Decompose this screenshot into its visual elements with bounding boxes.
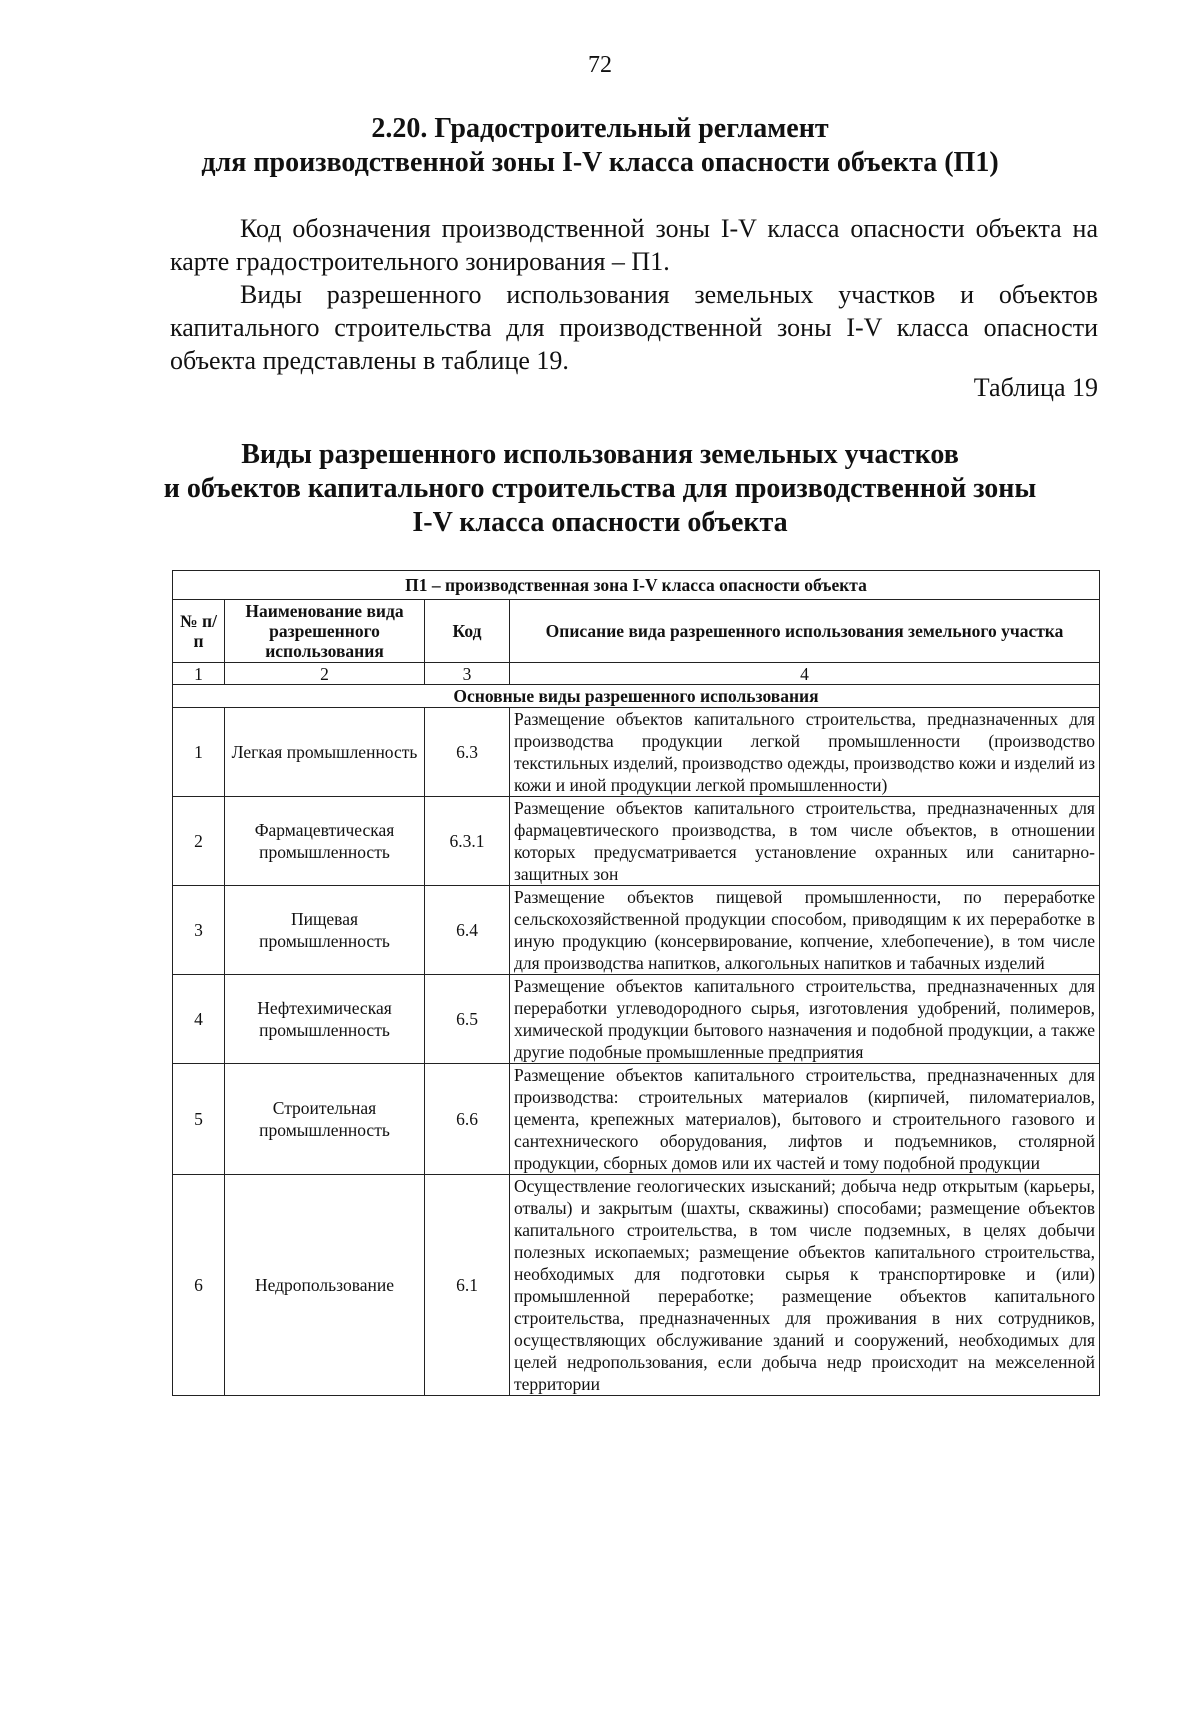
row-number: 3 xyxy=(173,886,225,975)
row-description: Размещение объектов капитального строительства, предназначенных для фармацевтического производства, в том числе объектов, в отношении которых предусматривается установление охранных или санитарно-защитных зон xyxy=(510,797,1100,886)
column-index: 3 xyxy=(425,663,510,685)
row-description: Размещение объектов капитального строительства, предназначенных для переработки углеводородного сырья, изготовления удобрений, полимеров, химической продукции бытового назначения и подобной продукции, а также другие подобные промышленные предприятия xyxy=(510,975,1100,1064)
row-description: Размещение объектов капитального строительства, предназначенных для производства: строительных материалов (кирпичей, пиломатериалов, цемента, крепежных материалов), бытового и строительного газового и сантехнического оборудования, лифтов и подъемников, столярной продукции, сборных домов или их частей и тому подобной продукции xyxy=(510,1064,1100,1175)
row-number: 1 xyxy=(173,708,225,797)
table-row xyxy=(173,708,1100,797)
table-caption: Таблица 19 xyxy=(973,373,1098,402)
zone-header-row xyxy=(173,571,1100,600)
row-use-name: Легкая промышленность xyxy=(225,708,425,797)
column-index: 1 xyxy=(173,663,225,685)
group-header: Основные виды разрешенного использования xyxy=(173,685,1100,708)
row-code: 6.4 xyxy=(425,886,510,975)
table-title xyxy=(0,438,1200,540)
row-use-name: Строительная промышленность xyxy=(225,1064,425,1175)
row-description: Размещение объектов капитального строительства, предназначенных для производства продукции легкой промышленности (производство текстильных изделий, производство одежды, производство кожи и изделий из кожи и иной продукции легкой промышленности) xyxy=(510,708,1100,797)
column-index-row xyxy=(173,663,1100,685)
column-header-code: Код xyxy=(425,600,510,663)
section-title-line: для производственной зоны I-V класса опасности объекта (П1) xyxy=(201,147,999,178)
page-number: 72 xyxy=(588,52,612,78)
table-title-line: Виды разрешенного использования земельных участков xyxy=(241,439,959,470)
table-row xyxy=(173,1175,1100,1396)
column-header-row xyxy=(173,600,1100,663)
paragraph-zone-code: Код обозначения производственной зоны I-V класса опасности объекта на карте градостроительного зонирования – П1. xyxy=(170,214,1098,276)
column-header-name: Наименование вида разрешенного использования xyxy=(225,600,425,663)
column-index: 4 xyxy=(510,663,1100,685)
column-header-num: № п/п xyxy=(173,600,225,663)
row-code: 6.5 xyxy=(425,975,510,1064)
table-row xyxy=(173,886,1100,975)
row-use-name: Нефтехимическая промышленность xyxy=(225,975,425,1064)
section-title-line: 2.20. Градостроительный регламент xyxy=(371,113,829,144)
row-number: 5 xyxy=(173,1064,225,1175)
row-code: 6.3 xyxy=(425,708,510,797)
group-header-row xyxy=(173,685,1100,708)
row-number: 4 xyxy=(173,975,225,1064)
row-description: Осуществление геологических изысканий; добыча недр открытым (карьеры, отвалы) и закрытым (шахты, скважины) способами; размещение объектов капитального строительства, в том числе подземных, в целях добычи полезных ископаемых; размещение объектов капитального строительства, необходимых для подготовки сырья к транспортировке и (или) промышленной переработке; размещение объектов капитального строительства, предназначенных для проживания в них сотрудников, осуществляющих обслуживание зданий и сооружений, необходимых для целей недропользования, если добыча недр происходит на межселенной территории xyxy=(510,1175,1100,1396)
row-number: 6 xyxy=(173,1175,225,1396)
table-title-line: I-V класса опасности объекта xyxy=(412,507,788,538)
row-use-name: Недропользование xyxy=(225,1175,425,1396)
permitted-use-table xyxy=(172,570,1100,1396)
row-use-name: Пищевая промышленность xyxy=(225,886,425,975)
row-description: Размещение объектов пищевой промышленности, по переработке сельскохозяйственной продукции способом, приводящим к их переработке в иную продукцию (консервирование, копчение, хлебопечение), в том числе для производства напитков, алкогольных напитков и табачных изделий xyxy=(510,886,1100,975)
row-code: 6.1 xyxy=(425,1175,510,1396)
column-header-desc: Описание вида разрешенного использования земельного участка xyxy=(510,600,1100,663)
column-index: 2 xyxy=(225,663,425,685)
section-title xyxy=(0,112,1200,180)
row-number: 2 xyxy=(173,797,225,886)
row-code: 6.3.1 xyxy=(425,797,510,886)
zone-header: П1 – производственная зона I-V класса опасности объекта xyxy=(173,571,1100,600)
row-code: 6.6 xyxy=(425,1064,510,1175)
table-row xyxy=(173,975,1100,1064)
paragraph-permitted-uses: Виды разрешенного использования земельных участков и объектов капитального строительства для производственной зоны I-V класса опасности объекта представлены в таблице 19. xyxy=(170,280,1098,375)
table-row xyxy=(173,1064,1100,1175)
row-use-name: Фармацевтическая промышленность xyxy=(225,797,425,886)
table-row xyxy=(173,797,1100,886)
table-title-line: и объектов капитального строительства для производственной зоны xyxy=(163,473,1037,504)
